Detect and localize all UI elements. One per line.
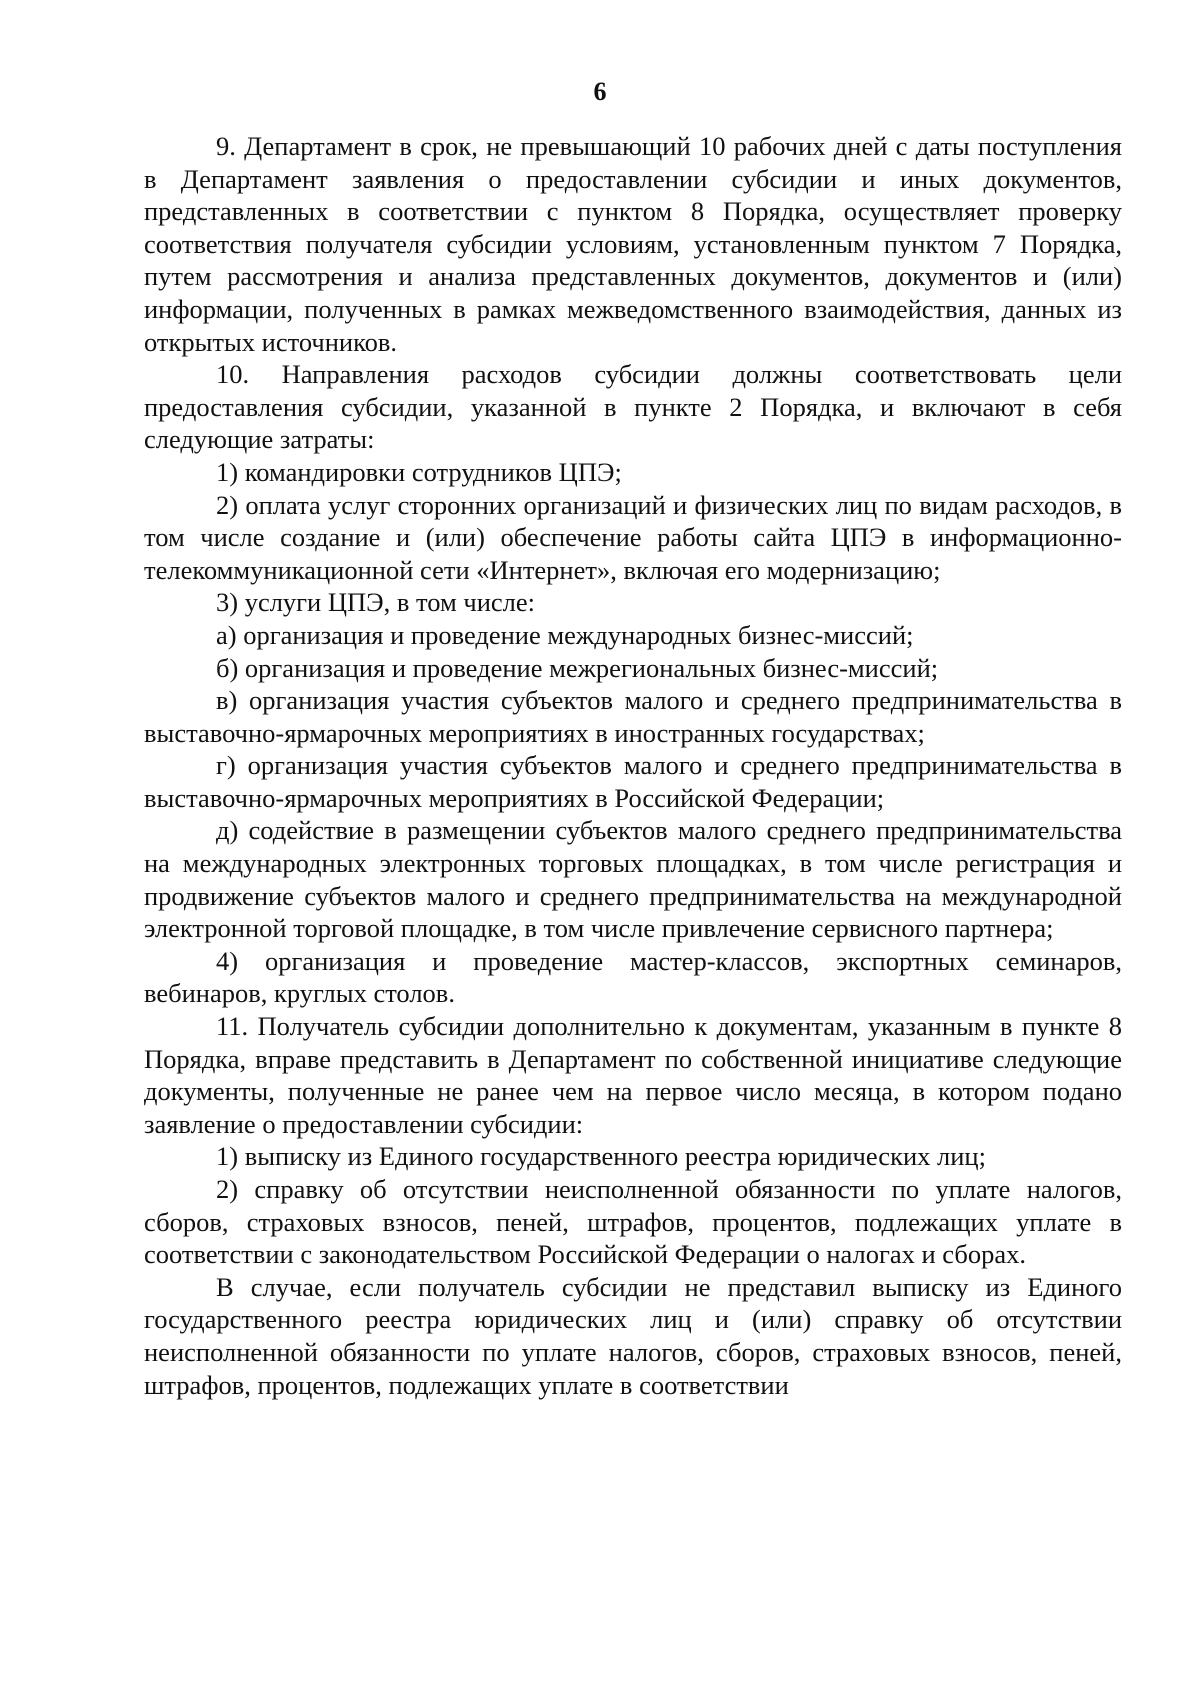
paragraph-11-case: В случае, если получатель субсидии не представил выписку из Единого государственного реестра юридических лиц и (или) справку об отсутствии неисполненной обязанности по уплате налогов, сборов, страховых взносов, пеней, штрафов, процентов, подлежащих уплате в соответствии	[144, 1271, 1122, 1400]
page-number: 6	[593, 77, 607, 106]
list-item-11-2: 2) справку об отсутствии неисполненной обязанности по уплате налогов, сборов, страховых взносов, пеней, штрафов, процентов, подлежащих уплате в соответствии с законодательством Российской Федерации о налогах и сборах.	[144, 1174, 1122, 1270]
paragraph-11: 11. Получатель субсидии дополнительно к документам, указанным в пункте 8 Порядка, вправе представить в Департамент по собственной инициативе следующие документы, полученные не ранее чем на первое число месяца, в котором подано заявление о предоставлении субсидии:	[144, 1011, 1122, 1139]
list-item-10-3: 3) услуги ЦПЭ, в том числе:	[216, 587, 536, 618]
paragraph-9: 9. Департамент в срок, не превышающий 10 рабочих дней с даты поступления в Департамент заявления о предоставлении субсидии и иных документов, представленных в соответствии с пунктом 8 Порядка, осуществляет проверку соответствия получателя субсидии условиям, установленным пунктом 7 Порядка, путем рассмотрения и анализа представленных документов, документов и (или) информации, полученных в рамках межведомственного взаимодействия, данных из открытых источников.	[144, 131, 1122, 357]
list-item-10-3-g: г) организация участия субъектов малого и среднего предпринимательства в выставочно-ярмарочных мероприятиях в Российской Федерации;	[144, 750, 1122, 813]
list-item-10-3-d: д) содействие в размещении субъектов малого среднего предпринимательства на международных электронных торговых площадках, в том числе регистрация и продвижение субъектов малого и среднего предпринимательства на международной электронной торговой площадке, в том числе привлечение сервисного партнера;	[144, 815, 1122, 944]
document-body	[144, 130, 1122, 1401]
list-item-10-3-v: в) организация участия субъектов малого и среднего предпринимательства в выставочно-ярмарочных мероприятиях в иностранных государствах;	[144, 685, 1122, 748]
list-item-11-1: 1) выписку из Единого государственного реестра юридических лиц;	[216, 1141, 986, 1172]
list-item-10-3-b: б) организация и проведение межрегиональных бизнес-миссий;	[216, 652, 939, 683]
list-item-10-1: 1) командировки сотрудников ЦПЭ;	[216, 456, 622, 487]
list-item-10-3-a: а) организация и проведение международных бизнес-миссий;	[216, 619, 914, 650]
list-item-10-4: 4) организация и проведение мастер-классов, экспортных семинаров, вебинаров, круглых столов.	[144, 945, 1122, 1009]
list-item-10-2: 2) оплата услуг сторонних организаций и физических лиц по видам расходов, в том числе создание и (или) обеспечение работы сайта ЦПЭ в информационно-телекоммуникационной сети «Интернет», включая его модернизацию;	[144, 489, 1122, 585]
paragraph-10: 10. Направления расходов субсидии должны соответствовать цели предоставления субсидии, указанной в пункте 2 Порядка, и включают в себя следующие затраты:	[144, 359, 1122, 455]
